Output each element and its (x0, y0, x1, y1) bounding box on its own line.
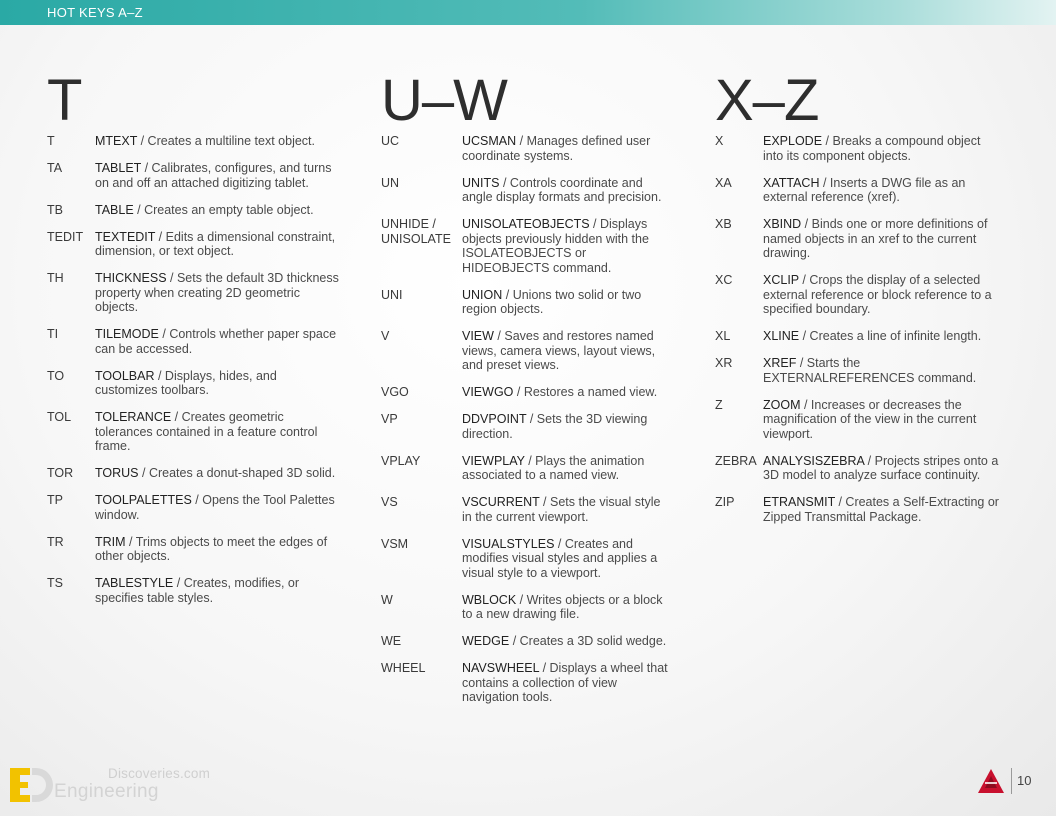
hotkey-entry (715, 217, 1035, 261)
command-description: / Creates and modifies visual styles and applies a visual style to a viewport. (462, 536, 658, 580)
hotkey-entry (47, 493, 357, 522)
hotkey-shortcut: ZEBRA (715, 453, 757, 468)
hotkey-description (95, 535, 340, 564)
hotkey-shortcut: TA (47, 161, 63, 175)
hotkey-shortcut: W (381, 592, 393, 607)
command-name: TORUS (95, 466, 139, 480)
hotkey-entry (47, 576, 357, 605)
hotkey-shortcut: TP (47, 493, 63, 507)
command-name: TABLESTYLE (95, 576, 174, 590)
command-name: UNISOLATEOBJECTS (462, 217, 590, 231)
command-name: MTEXT (95, 134, 138, 148)
column-heading: X–Z (715, 68, 819, 133)
command-name: XLINE (763, 329, 800, 343)
hotkey-description (763, 495, 1003, 524)
hotkey-shortcut: XR (715, 356, 733, 370)
hotkey-shortcut: UN (381, 175, 400, 190)
hotkey-description (763, 398, 1003, 442)
hotkey-shortcut: VPLAY (381, 453, 421, 468)
command-description: / Creates a 3D solid wedge. (509, 634, 667, 648)
command-name: UNION (462, 287, 503, 302)
command-description: / Sets the default 3D thickness property when creating 2D geometric objects. (95, 271, 339, 314)
hotkey-shortcut: VSM (381, 536, 409, 551)
hotkey-shortcut: XB (715, 217, 732, 231)
hotkey-description (95, 230, 340, 259)
hotkey-entry (715, 134, 1035, 163)
command-name: XATTACH (763, 175, 820, 190)
command-name: TABLET (95, 161, 142, 175)
page-divider (1011, 768, 1012, 794)
hotkey-description (95, 134, 340, 149)
command-name: WEDGE (462, 634, 510, 648)
hotkey-shortcut: TH (47, 271, 64, 285)
command-description: / Controls whether paper space can be accessed. (95, 327, 337, 356)
hotkey-entry (715, 398, 1035, 442)
hotkey-shortcut: TO (47, 368, 65, 383)
hotkey-description (763, 176, 1003, 205)
hotkey-entry (381, 593, 691, 622)
command-name: VIEWPLAY (462, 453, 525, 468)
hotkey-description (462, 495, 672, 524)
hotkey-entry (47, 369, 357, 398)
command-description: / Controls coordinate and angle display formats and precision. (462, 175, 662, 204)
logo-top-text: Discoveries.com (108, 766, 211, 781)
hotkey-description (763, 454, 1003, 483)
command-name: TOOLBAR (95, 368, 155, 383)
autocad-logo-icon (977, 767, 1005, 795)
command-description: / Breaks a compound object into its component objects. (763, 134, 981, 163)
command-name: TILEMODE (95, 327, 159, 341)
hotkey-entry (715, 356, 1035, 385)
hotkey-shortcut: TEDIT (47, 229, 84, 244)
column-heading: U–W (381, 68, 507, 133)
hotkey-description (462, 217, 672, 275)
hotkey-description (763, 356, 1003, 385)
command-description: / Creates a donut-shaped 3D solid. (138, 466, 336, 480)
hotkey-shortcut: TS (47, 576, 63, 590)
hotkey-entry (715, 495, 1035, 524)
command-name: UCSMAN (462, 134, 517, 148)
hotkey-entry (47, 327, 357, 356)
hotkey-shortcut: X (715, 134, 724, 148)
command-name: ETRANSMIT (763, 495, 835, 509)
command-name: XBIND (763, 217, 802, 231)
command-description: / Starts the EXTERNALREFERENCES command. (763, 356, 977, 385)
command-description: / Creates a line of infinite length. (799, 329, 982, 343)
hotkey-shortcut: WE (381, 634, 402, 648)
header-title: HOT KEYS A–Z (47, 5, 143, 20)
hotkey-description (95, 271, 340, 315)
page-number: 10 (1017, 773, 1032, 788)
hotkey-shortcut: TOR (47, 466, 74, 480)
command-description: / Inserts a DWG file as an external reference (xref). (763, 175, 966, 204)
column-u-w (381, 68, 691, 717)
hotkey-description (763, 273, 1003, 317)
hotkey-shortcut: XC (715, 273, 733, 287)
command-name: NAVSWHEEL (462, 661, 540, 675)
hotkey-shortcut: VS (381, 495, 398, 509)
hotkey-entry (47, 134, 357, 149)
page-footer (975, 765, 1045, 797)
command-description: / Creates a Self-Extracting or Zipped Transmittal Package. (763, 495, 999, 524)
hotkey-description (462, 634, 672, 649)
entry-list (47, 134, 357, 605)
hotkey-entry (381, 385, 691, 400)
hotkey-description (462, 412, 672, 441)
command-description: / Writes objects or a block to a new drawing file. (462, 592, 663, 621)
hotkey-description (763, 134, 1003, 163)
hotkey-shortcut: XA (715, 175, 732, 190)
command-name: XCLIP (763, 273, 799, 287)
command-description: / Creates a multiline text object. (137, 134, 315, 148)
hotkey-description (462, 661, 672, 705)
hotkey-shortcut: VP (381, 412, 398, 426)
hotkey-shortcut: VGO (381, 385, 409, 399)
command-description: / Increases or decreases the magnification of the view in the current viewport. (763, 397, 977, 441)
command-name: VIEWGO (462, 385, 514, 399)
hotkey-entry (47, 535, 357, 564)
hotkey-entry (381, 495, 691, 524)
hotkey-shortcut: UNHIDE / UNISOLATE (381, 217, 451, 246)
column-heading: T (47, 68, 82, 133)
command-name: TOOLPALETTES (95, 493, 192, 507)
command-name: TOLERANCE (95, 410, 172, 424)
hotkey-description (95, 161, 340, 190)
hotkey-shortcut: XL (715, 329, 731, 343)
hotkey-description (462, 134, 672, 163)
command-name: VISUALSTYLES (462, 536, 555, 551)
command-description: / Plays the animation associated to a named view. (462, 453, 645, 482)
command-description: / Saves and restores named views, camera views, layout views, and preset views. (462, 329, 656, 372)
hotkey-entry (381, 134, 691, 163)
ed-logo-icon (8, 764, 54, 806)
hotkey-description (462, 454, 672, 483)
hotkey-entry (381, 217, 691, 275)
command-description: / Displays objects previously hidden with the ISOLATEOBJECTS or HIDEOBJECTS command. (462, 217, 649, 275)
hotkey-entry (381, 537, 691, 581)
command-name: VSCURRENT (462, 495, 540, 509)
hotkey-description (95, 466, 340, 481)
command-name: WBLOCK (462, 592, 517, 607)
hotkey-shortcut: TOL (47, 410, 72, 424)
hotkey-entry (47, 161, 357, 190)
command-name: ZOOM (763, 397, 801, 412)
hotkey-entry (715, 454, 1035, 483)
hotkey-shortcut: Z (715, 397, 723, 412)
logo-bottom-text: Engineering (54, 781, 159, 802)
command-description: / Edits a dimensional constraint, dimension, or text object. (95, 229, 336, 258)
column-t (47, 68, 357, 618)
hotkey-description (462, 385, 672, 400)
command-description: / Trims objects to meet the edges of other objects. (95, 534, 328, 563)
hotkey-shortcut: TB (47, 202, 63, 217)
command-description: / Creates an empty table object. (133, 202, 314, 217)
hotkey-entry (47, 203, 357, 218)
hotkey-entry (47, 271, 357, 315)
command-description: / Displays, hides, and customizes toolbars. (95, 368, 277, 397)
command-name: ANALYSISZEBRA (763, 453, 865, 468)
command-description: / Restores a named view. (513, 385, 658, 399)
hotkey-description (462, 329, 672, 373)
command-name: DDVPOINT (462, 412, 527, 426)
entry-list (715, 134, 1035, 524)
engineering-discoveries-logo (8, 762, 228, 808)
hotkey-entry (47, 466, 357, 481)
hotkey-entry (381, 329, 691, 373)
hotkey-description (95, 203, 340, 218)
hotkey-entry (381, 634, 691, 649)
hotkey-shortcut: UC (381, 134, 400, 148)
command-name: UNITS (462, 175, 500, 190)
command-name: VIEW (462, 329, 494, 343)
hotkey-description (95, 493, 340, 522)
command-description: / Opens the Tool Palettes window. (95, 493, 335, 522)
hotkey-entry (47, 230, 357, 259)
hotkey-description (462, 537, 672, 581)
command-name: TEXTEDIT (95, 229, 156, 244)
hotkey-entry (715, 273, 1035, 317)
hotkey-entry (381, 661, 691, 705)
hotkey-description (462, 593, 672, 622)
command-description: / Binds one or more definitions of named objects in an xref to the current drawing. (763, 217, 988, 260)
hotkey-shortcut: T (47, 134, 55, 148)
command-description: / Sets the visual style in the current viewport. (462, 495, 661, 524)
hotkey-entry (47, 410, 357, 454)
hotkey-shortcut: WHEEL (381, 661, 426, 675)
hotkey-description (95, 576, 340, 605)
command-description: / Manages defined user coordinate systems. (462, 134, 651, 163)
header-bar (0, 0, 1056, 25)
command-name: THICKNESS (95, 271, 167, 285)
command-name: TABLE (95, 202, 134, 217)
command-description: / Unions two solid or two region objects. (462, 287, 642, 316)
hotkey-description (763, 217, 1003, 261)
hotkey-description (95, 410, 340, 454)
hotkey-entry (381, 412, 691, 441)
hotkey-entry (715, 329, 1035, 344)
command-description: / Crops the display of a selected external reference or block reference to a specified boundary. (763, 273, 992, 316)
hotkey-description (763, 329, 1003, 344)
command-description: / Calibrates, configures, and turns on and off an attached digitizing tablet. (95, 161, 332, 190)
command-name: TRIM (95, 534, 126, 549)
hotkey-shortcut: UNI (381, 287, 403, 302)
column-x-z (715, 68, 1035, 537)
hotkey-entry (381, 176, 691, 205)
hotkey-entry (381, 454, 691, 483)
command-description: / Projects stripes onto a 3D model to analyze surface continuity. (763, 453, 999, 482)
command-description: / Creates, modifies, or specifies table styles. (95, 576, 300, 605)
hotkey-shortcut: TI (47, 327, 59, 341)
entry-list (381, 134, 691, 705)
command-name: EXPLODE (763, 134, 823, 148)
hotkey-entry (381, 288, 691, 317)
hotkey-shortcut: ZIP (715, 495, 735, 509)
hotkey-description (95, 369, 340, 398)
hotkey-description (462, 288, 672, 317)
command-description: / Displays a wheel that contains a collection of view navigation tools. (462, 661, 668, 704)
hotkey-shortcut: TR (47, 534, 64, 549)
hotkey-shortcut: V (381, 329, 390, 343)
command-name: XREF (763, 356, 797, 370)
command-description: / Sets the 3D viewing direction. (462, 412, 648, 441)
hotkey-description (462, 176, 672, 205)
hotkey-description (95, 327, 340, 356)
command-description: / Creates geometric tolerances contained in a feature control frame. (95, 410, 318, 453)
hotkey-entry (715, 176, 1035, 205)
